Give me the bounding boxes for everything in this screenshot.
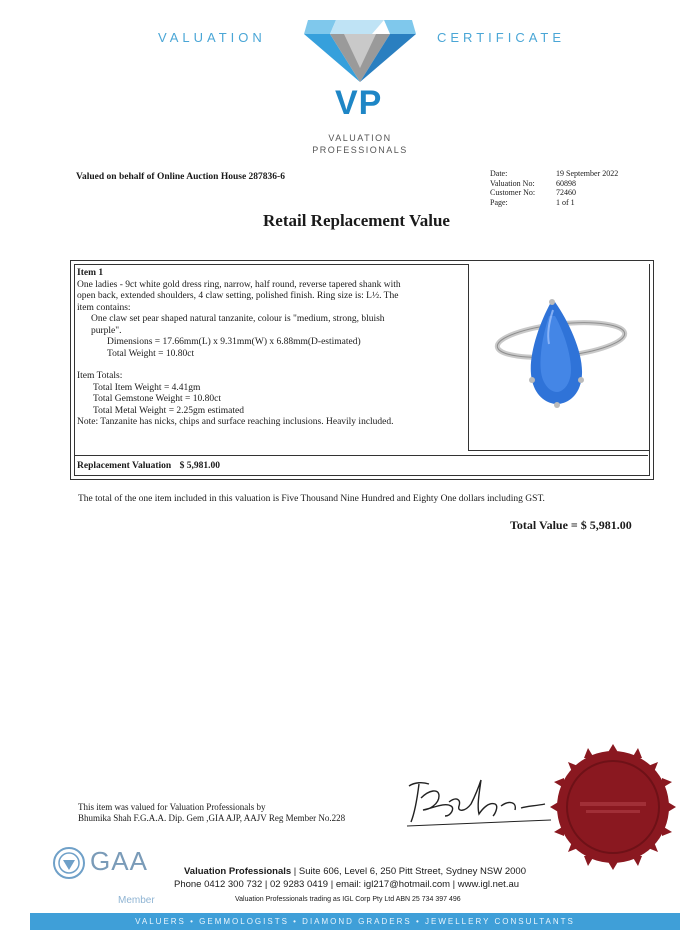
meta-labels xyxy=(490,169,535,207)
total-item-weight: Total Item Weight = 4.41gm xyxy=(93,382,201,393)
header-valuation-word: VALUATION xyxy=(158,30,266,45)
gaa-letters: GAA xyxy=(90,846,148,876)
total-value: Total Value = $ 5,981.00 xyxy=(510,518,632,532)
meta-values xyxy=(556,169,618,207)
logo-vp-letters: VP xyxy=(335,84,383,122)
footer-band: VALUERS • GEMMOLOGISTS • DIAMOND GRADERS • JEWELLERY CONSULTANTS xyxy=(30,913,680,930)
item-desc-line-3: item contains: xyxy=(77,302,131,313)
valued-on-behalf: Valued on behalf of Online Auction House 287836-6 xyxy=(76,172,285,182)
diamond-logo-icon xyxy=(300,16,420,88)
valuation-no-value: 60898 xyxy=(556,178,576,188)
stone-line-1: One claw set pear shaped natural tanzanite, colour is "medium, strong, bluish xyxy=(91,314,385,324)
date-value: 19 September 2022 xyxy=(556,169,619,178)
item-divider xyxy=(74,455,648,456)
valuer-line-1: This item was valued for Valuation Professionals by xyxy=(78,802,266,812)
footer-address-line xyxy=(184,866,526,877)
header-certificate-word: CERTIFICATE xyxy=(437,30,566,45)
valuer-line-2: Bhumika Shah F.G.A.A. Dip. Gem ,GIA AJP, AAJV Reg Member No.228 xyxy=(78,813,346,823)
valuer-block xyxy=(78,802,345,824)
footer-company: Valuation Professionals xyxy=(184,866,292,877)
stone-total-weight: Total Weight = 10.80ct xyxy=(107,348,195,359)
footer-trading: Valuation Professionals trading as IGL Corp Pty Ltd ABN 25 734 397 496 xyxy=(235,896,461,903)
ring-photo xyxy=(468,264,649,451)
valuation-no-label: Valuation No: xyxy=(490,178,535,188)
total-gemstone-weight: Total Gemstone Weight = 10.80ct xyxy=(93,394,222,404)
logo-subtitle-2: PROFESSIONALS xyxy=(312,145,408,155)
gaa-member: Member xyxy=(118,895,155,906)
page-label: Page: xyxy=(490,197,508,207)
stone-line-2: purple". xyxy=(91,325,122,336)
total-sentence: The total of the one item included in this valuation is Five Thousand Nine Hundred and Eighty One dollars including GST. xyxy=(78,494,545,504)
footer-contact: Phone 0412 300 732 | 02 9283 0419 | email: igl217@hotmail.com | www.igl.net.au xyxy=(174,879,520,890)
dimensions: Dimensions = 17.66mm(L) x 9.31mm(W) x 6.88mm(D-estimated) xyxy=(107,337,361,347)
date-label: Date: xyxy=(490,169,508,178)
replacement-label: Replacement Valuation xyxy=(77,461,172,471)
page-title: Retail Replacement Value xyxy=(263,211,450,230)
item-heading: Item 1 xyxy=(77,268,104,278)
item-desc-line-1: One ladies - 9ct white gold dress ring, narrow, half round, reverse tapered shank with xyxy=(77,279,401,290)
replacement-value: $ 5,981.00 xyxy=(179,461,220,471)
item-totals-heading: Item Totals: xyxy=(77,371,123,381)
footer-address: | Suite 606, Level 6, 250 Pitt Street, Sydney NSW 2000 xyxy=(291,866,526,877)
customer-no-label: Customer No: xyxy=(490,188,536,197)
gaa-emblem-icon xyxy=(52,846,86,880)
page-value: 1 of 1 xyxy=(556,197,575,207)
tanzanite-ring-image xyxy=(469,264,649,450)
item-note: Note: Tanzanite has nicks, chips and surface reaching inclusions. Heavily included. xyxy=(77,417,394,427)
logo-subtitle-1: VALUATION xyxy=(328,133,392,143)
total-metal-weight: Total Metal Weight = 2.25gm estimated xyxy=(93,405,244,416)
replacement-valuation-row xyxy=(77,461,220,473)
customer-no-value: 72460 xyxy=(556,188,576,197)
signature-icon xyxy=(405,772,555,832)
item-desc-line-2: open back, extended shoulders, 4 claw setting, polished finish. Ring size is: L½. The xyxy=(77,291,399,301)
item-description xyxy=(77,268,467,429)
wax-seal-icon xyxy=(548,742,678,872)
